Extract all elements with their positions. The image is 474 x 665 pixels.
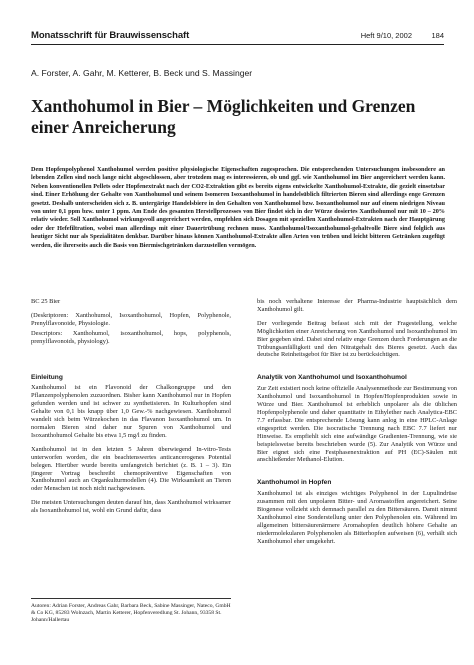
spacer <box>257 470 457 479</box>
journal-title: Monatsschrift für Brauwissenschaft <box>31 30 190 41</box>
analytics-paragraph: Zur Zeit existiert noch keine offizielle Analysenmethode zur Bestimmung von Xanthohumol und Isoxanthohumol in Hopfen/Hopfenprodukten sowie in Würze und Bier. Xanthohumol ist erheblich unpolarer als die üblichen Hopfenpolyphenole und daher quantitativ in Ethylether nach Analytica-EBC 7.7 erfassbar. Die entsprechende Lösung kann anlog in eine HPLC-Anlage eingespritzt werden. Die isocratische Trennung nach EBC 7.7 liefert nur Hinweise. Es empfiehlt sich eine aufwändige Gradienten-Trennung, wie sie beispielsweise bereits beschrieben wurde (5). Zur Analytik von Würze und Bier eignet sich eine Festphasenextraktion auf PH (EC)-Säulen mit anschließender Methanol-Elution. <box>257 385 457 464</box>
page-number: 184 <box>431 31 444 40</box>
right-column <box>257 298 457 648</box>
article-title: Xanthohumol in Bier – Möglichkeiten und Grenzen einer Anreicherung <box>31 96 416 137</box>
issue-label: Heft 9/10, 2002 <box>360 31 412 40</box>
section-heading-hops: Xanthohumol in Hopfen <box>257 479 332 487</box>
section-heading-introduction: Einleitung <box>31 373 63 381</box>
intro-paragraph-3: Die meisten Untersuchungen deuten darauf hin, dass Xanthohumol wirksamer als Isoxanthohumol ist, wohl ein Grund dafür, dass <box>31 499 231 515</box>
running-header <box>31 29 444 45</box>
article-abstract: Dem Hopfenpolyphenol Xanthohumol werden positive physiologische Eigenschaften zugesprochen. Die entsprechenden Untersuchungen insbesondere an lebenden Zellen sind noch lange nicht abgeschlossen, aber trotzdem mag es interessieren, ob und ggf. wie Xanthohumol im Bier angereichert werden kann. Neben konventionellen Pellets oder Hopfenextrakt nach der CO2-Extraktion gibt es bereits eigens entwickelte Xanthohumol-Extrakte, die gezielt einsetzbar sind. Einer Erhöhung der Gehalte von Xanthohumol und seinem Isomeren Isoxanthohumol in handelsüblich filtrierten Bieren sind allerdings enge Grenzen gesetzt. Deshalb unterscheiden sich z. B. untergärige Handelsbiere in den Gehalten von Xanthohumol bzw. Isoxanthohumol nur auf einem niedrigen Niveau von unter 0,1 ppm bzw. unter 1 ppm. Am Ende des gesamten Herstellprozesses von Bier findet sich in der Würze dosiertes Xanthohumol nur mit 10 – 20% relativ wieder. Soll Xanthohumol wirkungsvoll angereichert werden, empfehlen sich Dosagen mit speziellen Xanthohumol-Extrakten nach der Hauptgärung oder der Hefefiltration, wobei man allerdings mit einer Dauertrübung rechnen muss. Xanthohumol/Isoxanthohumol-gehaltvolle Biere sind folglich aus heutiger Sicht nur als Spezialitäten denkbar. Darüber hinaus können Xanthohumol-Extrakte allen Arten von trüben und leicht bitteren Getränken zugefügt werden, die ihrerseits auch die Basis von Biermischgetränken darzustellen vermögen. <box>31 166 445 249</box>
article-authors: A. Forster, A. Gahr, M. Ketterer, B. Beck und S. Massinger <box>31 68 253 78</box>
scope-paragraph: Der vorliegende Beitrag befasst sich mit der Fragestellung, welche Möglichkeiten einer Anreicherung von Xanthohumol und Isoxanthohumol im Bier gegeben sind. Dabei sind relativ enge Grenzen durch Forderungen an die Trübungsanfälligkeit und den Nitratgehalt des Bieres gesetzt. Auch das deutsche Reinheitsgebot für Bier ist zu berücksichtigen. <box>257 319 457 359</box>
hops-paragraph: Xanthohumol ist als einziges wichtiges Polyphenol in der Lupulindrüse zusammen mit den unpolaren Bitter- und Aromastoffen angereichert. Seine Biogenese vollzieht sich demnach parallel zu den Bittersäuren. Damit nimmt Xanthohumol eine Sonderstellung unter den Polyphenolen ein. Während im allgemeinen bittersäurenärmere Aromahopfen deutlich höhere Gehalte an niedermolekularen Polyphenolen als Bitterhopfen aufweisen (6), verhält sich Xanthohumol eher umgekehrt. <box>257 490 457 545</box>
author-affiliation-text: Autoren: Adrian Forster, Andreas Gahr, Barbara Beck, Sabine Massinger, Nateco, GmbH & Co KG, 85283 Wolnzach, Martin Ketterer, Hopfenveredlung St. Johann, 93358 St. Johann/Hallertau <box>31 603 231 624</box>
spacer <box>31 352 231 374</box>
classification-code: BC 25 Bier <box>31 298 61 305</box>
spacer <box>257 365 457 374</box>
intro-paragraph-1: Xanthohumol ist ein Flavonoid der Chalkongruppe und den Pflanzenpolyphenolen zuzuordnen. Bisher kann Xanthohumol nur in Hopfen gefunden werden und ist schwer zu synthetisieren. In Kulturhopfen sind Gehalte von 0,1 bis knapp über 1,0 Gew.-% nachgewiesen. Xanthohumol wandelt sich beim Würzekochen in das Flavanon Isoxanthohumol um. In normalen Bieren sind daher nur Spuren von Xanthohumol und Isoxanthohumol Gehalte bis etwa 1,5 mg/l zu finden. <box>31 384 231 439</box>
german-descriptors: (Deskriptoren: Xanthohumol, Isoxanthohumol, Hopfen, Polyphenole, Prenylflavonoide, Physiologie. <box>31 311 231 327</box>
left-column <box>31 298 231 648</box>
section-heading-analytics: Analytik von Xanthohumol und Isoxanthohumol <box>257 374 407 382</box>
english-descriptors: Descriptors: Xanthohumol, isoxanthohumol, hops, polyphenols, prenylflavonoids, physiology). <box>31 329 231 345</box>
author-affiliation-footnote <box>31 598 231 625</box>
continued-paragraph: bis noch verhaltene Interesse der Pharma-Industrie hauptsächlich dem Xanthohumol gilt. <box>257 298 457 313</box>
intro-paragraph-2: Xanthohumol ist in den letzten 5 Jahren überwiegend In-vitro-Tests unterworfen worden, die ein beachtenswertes anticancerogenes Potential belegen. Hierüber wurde bereits umfangreich berichtet (z. B. 1 – 3). Ein jüngerer Vortrag beschreibt chemopräventive Eigenschaften von Xanthohumol auch an Organkulturmodellen (4). Die Wirksamkeit an Tieren oder Menschen ist noch nicht nachgewiesen. <box>31 445 231 493</box>
